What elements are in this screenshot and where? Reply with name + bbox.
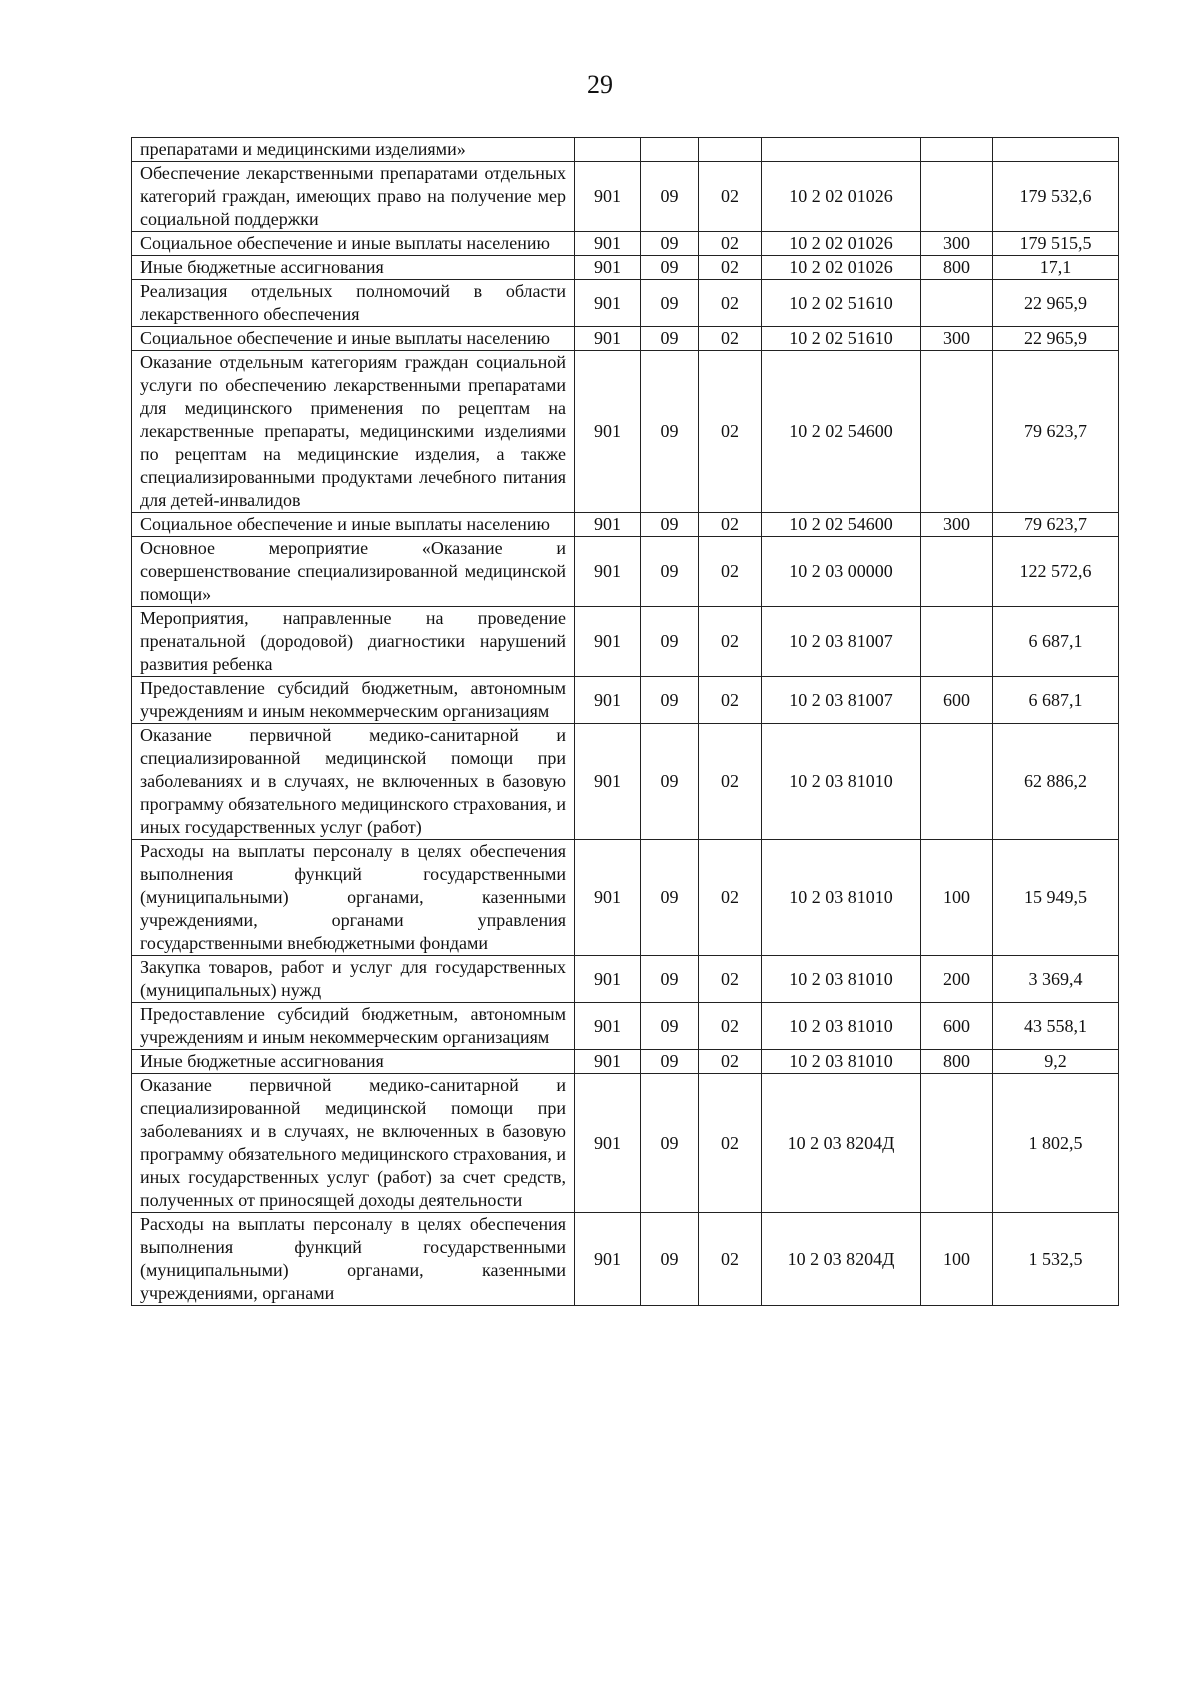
amount: 15 949,5 bbox=[993, 840, 1119, 956]
page-number: 29 bbox=[587, 70, 613, 99]
amount: 179 515,5 bbox=[993, 232, 1119, 256]
subsection-code: 02 bbox=[699, 280, 762, 327]
subsection-code: 02 bbox=[699, 607, 762, 677]
table-row bbox=[132, 840, 1119, 956]
row-name: Предоставление субсидий бюджетным, автономным учреждениям и иным некоммерческим организациям bbox=[132, 677, 575, 724]
section-code: 09 bbox=[641, 1213, 699, 1306]
section-code: 09 bbox=[641, 537, 699, 607]
ministry-code: 901 bbox=[575, 327, 641, 351]
expense-type: 100 bbox=[921, 1213, 993, 1306]
row-name: Расходы на выплаты персоналу в целях обеспечения выполнения функций государственными (муниципальными) органами, казенными учреждениями, органами управления государственными внебюджетными фондами bbox=[132, 840, 575, 956]
table-row bbox=[132, 1213, 1119, 1306]
target-article: 10 2 03 00000 bbox=[762, 537, 921, 607]
subsection-code: 02 bbox=[699, 956, 762, 1003]
row-name: Социальное обеспечение и иные выплаты населению bbox=[132, 327, 575, 351]
target-article: 10 2 03 81007 bbox=[762, 677, 921, 724]
table-row bbox=[132, 162, 1119, 232]
row-name: Мероприятия, направленные на проведение пренатальной (дородовой) диагностики нарушений развития ребенка bbox=[132, 607, 575, 677]
amount: 3 369,4 bbox=[993, 956, 1119, 1003]
expense-type bbox=[921, 537, 993, 607]
row-name: Реализация отдельных полномочий в области лекарственного обеспечения bbox=[132, 280, 575, 327]
target-article: 10 2 03 81010 bbox=[762, 840, 921, 956]
table-row bbox=[132, 513, 1119, 537]
subsection-code: 02 bbox=[699, 1003, 762, 1050]
amount: 17,1 bbox=[993, 256, 1119, 280]
subsection-code: 02 bbox=[699, 327, 762, 351]
target-article: 10 2 03 8204Д bbox=[762, 1213, 921, 1306]
target-article: 10 2 03 81010 bbox=[762, 724, 921, 840]
budget-table bbox=[131, 137, 1119, 1306]
target-article: 10 2 02 01026 bbox=[762, 162, 921, 232]
row-name: Иные бюджетные ассигнования bbox=[132, 256, 575, 280]
ministry-code: 901 bbox=[575, 724, 641, 840]
table-row bbox=[132, 1050, 1119, 1074]
target-article: 10 2 02 51610 bbox=[762, 327, 921, 351]
table-row bbox=[132, 232, 1119, 256]
section-code: 09 bbox=[641, 607, 699, 677]
target-article bbox=[762, 138, 921, 162]
row-name: Социальное обеспечение и иные выплаты населению bbox=[132, 232, 575, 256]
expense-type: 800 bbox=[921, 256, 993, 280]
expense-type bbox=[921, 724, 993, 840]
ministry-code: 901 bbox=[575, 232, 641, 256]
ministry-code: 901 bbox=[575, 1050, 641, 1074]
row-name: Оказание отдельным категориям граждан социальной услуги по обеспечению лекарственными препаратами для медицинского применения по рецептам на лекарственные препараты, медицинскими изделиями по рецептам на медицинские изделия, а также специализированными продуктами лечебного питания для детей-инвалидов bbox=[132, 351, 575, 513]
row-name: Обеспечение лекарственными препаратами отдельных категорий граждан, имеющих право на получение мер социальной поддержки bbox=[132, 162, 575, 232]
amount: 79 623,7 bbox=[993, 351, 1119, 513]
amount: 179 532,6 bbox=[993, 162, 1119, 232]
section-code bbox=[641, 138, 699, 162]
section-code: 09 bbox=[641, 1003, 699, 1050]
ministry-code: 901 bbox=[575, 513, 641, 537]
section-code: 09 bbox=[641, 840, 699, 956]
ministry-code: 901 bbox=[575, 351, 641, 513]
expense-type: 600 bbox=[921, 677, 993, 724]
expense-type bbox=[921, 138, 993, 162]
expense-type: 300 bbox=[921, 513, 993, 537]
section-code: 09 bbox=[641, 162, 699, 232]
table-row bbox=[132, 677, 1119, 724]
subsection-code: 02 bbox=[699, 162, 762, 232]
target-article: 10 2 02 01026 bbox=[762, 232, 921, 256]
section-code: 09 bbox=[641, 1050, 699, 1074]
table-row bbox=[132, 138, 1119, 162]
amount: 62 886,2 bbox=[993, 724, 1119, 840]
ministry-code: 901 bbox=[575, 256, 641, 280]
target-article: 10 2 02 51610 bbox=[762, 280, 921, 327]
expense-type: 300 bbox=[921, 327, 993, 351]
table-row bbox=[132, 327, 1119, 351]
amount: 22 965,9 bbox=[993, 280, 1119, 327]
expense-type: 300 bbox=[921, 232, 993, 256]
subsection-code: 02 bbox=[699, 1213, 762, 1306]
target-article: 10 2 03 81010 bbox=[762, 1050, 921, 1074]
target-article: 10 2 03 8204Д bbox=[762, 1074, 921, 1213]
ministry-code bbox=[575, 138, 641, 162]
table-row bbox=[132, 956, 1119, 1003]
amount: 122 572,6 bbox=[993, 537, 1119, 607]
amount: 6 687,1 bbox=[993, 607, 1119, 677]
target-article: 10 2 03 81010 bbox=[762, 1003, 921, 1050]
subsection-code: 02 bbox=[699, 1050, 762, 1074]
amount: 1 532,5 bbox=[993, 1213, 1119, 1306]
ministry-code: 901 bbox=[575, 537, 641, 607]
row-name: Иные бюджетные ассигнования bbox=[132, 1050, 575, 1074]
section-code: 09 bbox=[641, 677, 699, 724]
amount: 43 558,1 bbox=[993, 1003, 1119, 1050]
table-row bbox=[132, 1074, 1119, 1213]
table-row bbox=[132, 351, 1119, 513]
ministry-code: 901 bbox=[575, 1074, 641, 1213]
section-code: 09 bbox=[641, 1074, 699, 1213]
subsection-code: 02 bbox=[699, 351, 762, 513]
expense-type: 600 bbox=[921, 1003, 993, 1050]
section-code: 09 bbox=[641, 232, 699, 256]
ministry-code: 901 bbox=[575, 1213, 641, 1306]
subsection-code: 02 bbox=[699, 840, 762, 956]
ministry-code: 901 bbox=[575, 677, 641, 724]
row-name: Социальное обеспечение и иные выплаты населению bbox=[132, 513, 575, 537]
row-name: Основное мероприятие «Оказание и совершенствование специализированной медицинской помощи» bbox=[132, 537, 575, 607]
table-row bbox=[132, 607, 1119, 677]
table-row bbox=[132, 280, 1119, 327]
subsection-code: 02 bbox=[699, 232, 762, 256]
section-code: 09 bbox=[641, 256, 699, 280]
amount: 9,2 bbox=[993, 1050, 1119, 1074]
row-name: препаратами и медицинскими изделиями» bbox=[132, 138, 575, 162]
subsection-code: 02 bbox=[699, 513, 762, 537]
ministry-code: 901 bbox=[575, 956, 641, 1003]
expense-type bbox=[921, 1074, 993, 1213]
target-article: 10 2 02 54600 bbox=[762, 513, 921, 537]
expense-type: 800 bbox=[921, 1050, 993, 1074]
ministry-code: 901 bbox=[575, 280, 641, 327]
row-name: Оказание первичной медико-санитарной и специализированной медицинской помощи при заболеваниях и в случаях, не включенных в базовую программу обязательного медицинского страхования, и иных государственных услуг (работ) bbox=[132, 724, 575, 840]
section-code: 09 bbox=[641, 956, 699, 1003]
subsection-code bbox=[699, 138, 762, 162]
ministry-code: 901 bbox=[575, 162, 641, 232]
expense-type bbox=[921, 351, 993, 513]
target-article: 10 2 03 81007 bbox=[762, 607, 921, 677]
amount: 1 802,5 bbox=[993, 1074, 1119, 1213]
ministry-code: 901 bbox=[575, 607, 641, 677]
ministry-code: 901 bbox=[575, 1003, 641, 1050]
expense-type: 200 bbox=[921, 956, 993, 1003]
subsection-code: 02 bbox=[699, 677, 762, 724]
table-row bbox=[132, 1003, 1119, 1050]
expense-type bbox=[921, 162, 993, 232]
amount: 22 965,9 bbox=[993, 327, 1119, 351]
row-name: Оказание первичной медико-санитарной и специализированной медицинской помощи при заболеваниях и в случаях, не включенных в базовую программу обязательного медицинского страхования, и иных государственных услуг (работ) за счет средств, полученных от приносящей доходы деятельности bbox=[132, 1074, 575, 1213]
amount: 79 623,7 bbox=[993, 513, 1119, 537]
subsection-code: 02 bbox=[699, 1074, 762, 1213]
subsection-code: 02 bbox=[699, 724, 762, 840]
table-body bbox=[132, 138, 1119, 1306]
expense-type bbox=[921, 607, 993, 677]
section-code: 09 bbox=[641, 280, 699, 327]
row-name: Предоставление субсидий бюджетным, автономным учреждениям и иным некоммерческим организациям bbox=[132, 1003, 575, 1050]
table-row bbox=[132, 256, 1119, 280]
section-code: 09 bbox=[641, 724, 699, 840]
table-row bbox=[132, 537, 1119, 607]
section-code: 09 bbox=[641, 351, 699, 513]
expense-type bbox=[921, 280, 993, 327]
target-article: 10 2 03 81010 bbox=[762, 956, 921, 1003]
section-code: 09 bbox=[641, 513, 699, 537]
ministry-code: 901 bbox=[575, 840, 641, 956]
subsection-code: 02 bbox=[699, 256, 762, 280]
table-row bbox=[132, 724, 1119, 840]
amount bbox=[993, 138, 1119, 162]
amount: 6 687,1 bbox=[993, 677, 1119, 724]
expense-type: 100 bbox=[921, 840, 993, 956]
subsection-code: 02 bbox=[699, 537, 762, 607]
target-article: 10 2 02 54600 bbox=[762, 351, 921, 513]
section-code: 09 bbox=[641, 327, 699, 351]
target-article: 10 2 02 01026 bbox=[762, 256, 921, 280]
row-name: Расходы на выплаты персоналу в целях обеспечения выполнения функций государственными (муниципальными) органами, казенными учреждениями, органами bbox=[132, 1213, 575, 1306]
row-name: Закупка товаров, работ и услуг для государственных (муниципальных) нужд bbox=[132, 956, 575, 1003]
